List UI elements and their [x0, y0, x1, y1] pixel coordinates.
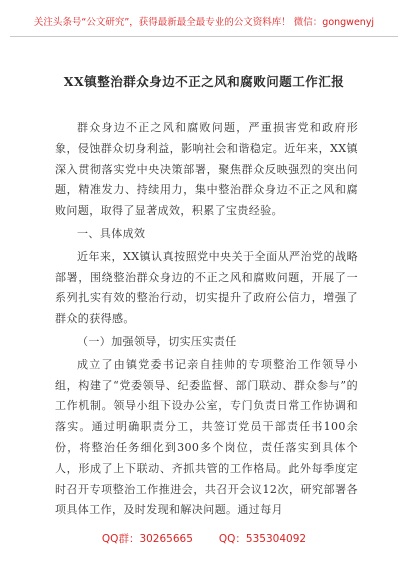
document-body: [55, 118, 358, 521]
banner-text: 关注头条号“公文研究”，获得最新最全最专业的公文资料库！ 微信：gongwenyj: [33, 17, 375, 28]
footer-qq: QQ：535304092: [218, 533, 307, 545]
paragraph-intro: 群众身边不正之风和腐败问题，严重损害党和政府形象，侵蚀群众切身利益，影响社会和谐稳定。近年来，XX镇深入贯彻落实党中央决策部署，聚焦群众反映强烈的突出问题，精准发力、持续用力，集中整治群众身边不正之风和腐败问题，取得了显著成效，积累了宝贵经验。: [55, 121, 358, 218]
top-banner: [10, 8, 398, 37]
paragraph-leadership: 成立了由镇党委书记亲自挂帅的专项整治工作领导小组，构建了“党委领导、纪委监督、部门联动、群众参与”的工作机制。领导小组下设办公室，专门负责日常工作协调和落实。通过明确职责分工，共签订党员干部责任书100余份，将整治任务细化到300多个岗位，责任落实到具体个人，形成了上下联动、齐抓共管的工作格局。此外每季度定时召开专项整治工作推进会，共召开会议12次，研究部署各项具体工作，及时发现和解决问题。通过每月: [55, 357, 358, 517]
paragraph-achievements: 近年来，XX镇认真按照党中央关于全面从严治党的战略部署，围绕整治群众身边的不正之风和腐败问题，开展了一系列扎实有效的整治行动，切实提升了政府公信力，增强了群众的获得感。: [55, 249, 358, 326]
footer-qq-group: QQ群：30265665: [101, 533, 193, 545]
section-heading: 一、具体成效: [77, 226, 146, 240]
footer-contact: [0, 531, 408, 546]
subheading-leadership: （一）加强领导，切实压实责任: [77, 334, 237, 348]
document-title: XX镇整治群众身边不正之风和腐败问题工作汇报: [63, 74, 345, 89]
